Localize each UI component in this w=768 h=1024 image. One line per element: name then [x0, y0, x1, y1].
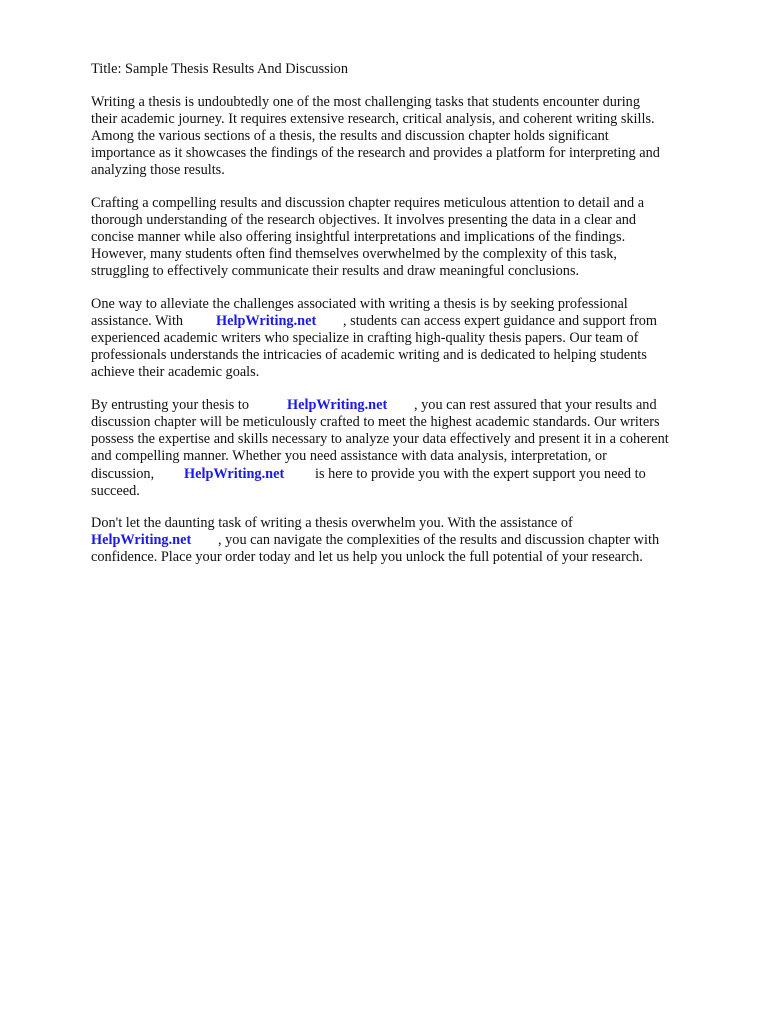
paragraph-4-line-3: possess the expertise and skills necessary to analyze your data effectively and present it in a coherent: [91, 431, 669, 447]
paragraph-3-line-4: professionals understands the intricacies of academic writing and is dedicated to helping students: [91, 347, 647, 363]
paragraph-4-line-5-end: is here to provide you with the expert support you need to: [315, 466, 646, 482]
helpwriting-link-2[interactable]: HelpWriting.net: [287, 397, 388, 413]
paragraph-1-line-2: their academic journey. It requires extensive research, critical analysis, and coherent writing skills.: [91, 111, 655, 127]
paragraph-1-line-4: importance as it showcases the findings of the research and provides a platform for interpreting and: [91, 145, 660, 161]
paragraph-5-line-3: confidence. Place your order today and let us help you unlock the full potential of your research.: [91, 549, 643, 565]
paragraph-2-line-1: Crafting a compelling results and discussion chapter requires meticulous attention to detail and a: [91, 195, 645, 211]
paragraph-2-line-4: However, many students often find themselves overwhelmed by the complexity of this task,: [91, 246, 617, 262]
paragraph-1-line-1: Writing a thesis is undoubtedly one of the most challenging tasks that students encounter during: [91, 94, 640, 110]
paragraph-3-line-3: experienced academic writers who specialize in crafting high-quality thesis papers. Our team of: [91, 330, 639, 346]
paragraph-5-line-2-end: , you can navigate the complexities of the results and discussion chapter with: [218, 532, 660, 548]
paragraph-2-line-2: thorough understanding of the research objectives. It involves presenting the data in a clear and: [91, 212, 637, 228]
paragraph-3-line-2-start: assistance. With: [91, 313, 184, 329]
helpwriting-link-3[interactable]: HelpWriting.net: [184, 466, 285, 482]
paragraph-1-line-3: Among the various sections of a thesis, the results and discussion chapter holds significant: [91, 128, 609, 144]
document-title: Title: Sample Thesis Results And Discussion: [91, 61, 348, 77]
paragraph-1-line-5: analyzing those results.: [91, 162, 225, 178]
paragraph-3-line-5: achieve their academic goals.: [91, 364, 260, 380]
paragraph-4-line-6: succeed.: [91, 483, 140, 499]
paragraph-5-line-1: Don't let the daunting task of writing a thesis overwhelm you. With the assistance of: [91, 515, 573, 531]
helpwriting-link-4[interactable]: HelpWriting.net: [91, 532, 192, 548]
paragraph-3-line-2-end: , students can access expert guidance and support from: [343, 313, 658, 329]
paragraph-4-line-5-start: discussion,: [91, 466, 155, 482]
paragraph-2-line-5: struggling to effectively communicate their results and draw meaningful conclusions.: [91, 263, 580, 279]
paragraph-3-line-1: One way to alleviate the challenges associated with writing a thesis is by seeking professional: [91, 296, 628, 312]
paragraph-4-line-1-start: By entrusting your thesis to: [91, 397, 250, 413]
paragraph-4-line-2: discussion chapter will be meticulously crafted to meet the highest academic standards. Our writers: [91, 414, 660, 430]
helpwriting-link-1[interactable]: HelpWriting.net: [216, 313, 317, 329]
paragraph-4-line-1-end: , you can rest assured that your results and: [414, 397, 657, 413]
paragraph-4-line-4: and compelling manner. Whether you need assistance with data analysis, interpretation, or: [91, 448, 607, 464]
paragraph-2-line-3: concise manner while also offering insightful interpretations and implications of the findings.: [91, 229, 626, 245]
